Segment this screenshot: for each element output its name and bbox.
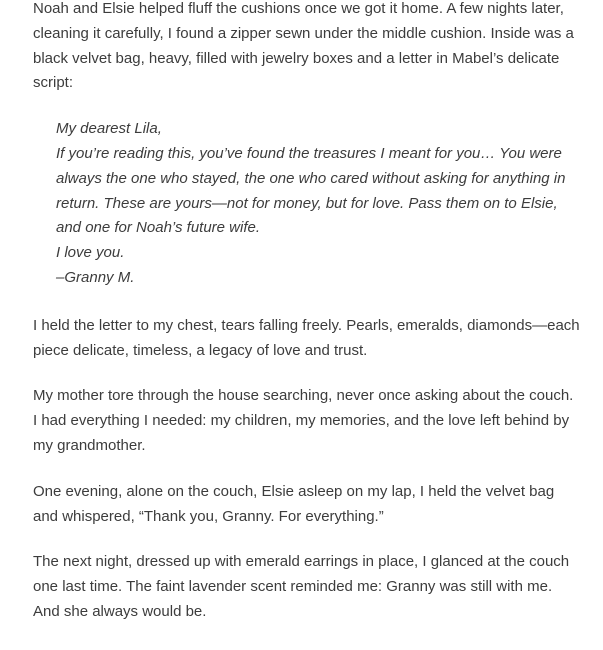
letter-signature: –Granny M. [56,268,135,286]
paragraph-emerald-earrings: The next night, dressed up with emerald earrings in place, I glanced at the couch one last time. The faint lavender scent reminded me: Granny was still with me. And she always would be. [33,553,570,620]
paragraph-finding-bag: Noah and Elsie helped fluff the cushions once we got it home. A few nights later, cleaning it carefully, I found a zipper sewn under the middle cushion. Inside was a black velvet bag, heavy, filled with jewelry boxes and a letter in Mabel’s delicate script: [33,0,574,92]
paragraph-holding-letter: I held the letter to my chest, tears falling freely. Pearls, emeralds, diamonds—each piece delicate, timeless, a legacy of love and trust. [33,316,580,359]
paragraph-mother-searching: My mother tore through the house searching, never once asking about the couch. I had everything I needed: my children, my memories, and the love left behind by my grandmother. [33,387,574,454]
paragraph-evening-couch: One evening, alone on the couch, Elsie asleep on my lap, I held the velvet bag and whispered, “Thank you, Granny. For everything.” [33,482,555,525]
letter-closing: I love you. [56,244,125,262]
letter-salutation: My dearest Lila, [56,120,162,138]
letter-body: If you’re reading this, you’ve found the treasures I meant for you… You were always the one who stayed, the one who cared without asking for anything in return. These are yours—not for money, but for love. Pass them on to Elsie, and one for Noah’s future wife. [56,144,566,237]
story-article [33,0,581,646]
granny-letter [56,117,581,291]
